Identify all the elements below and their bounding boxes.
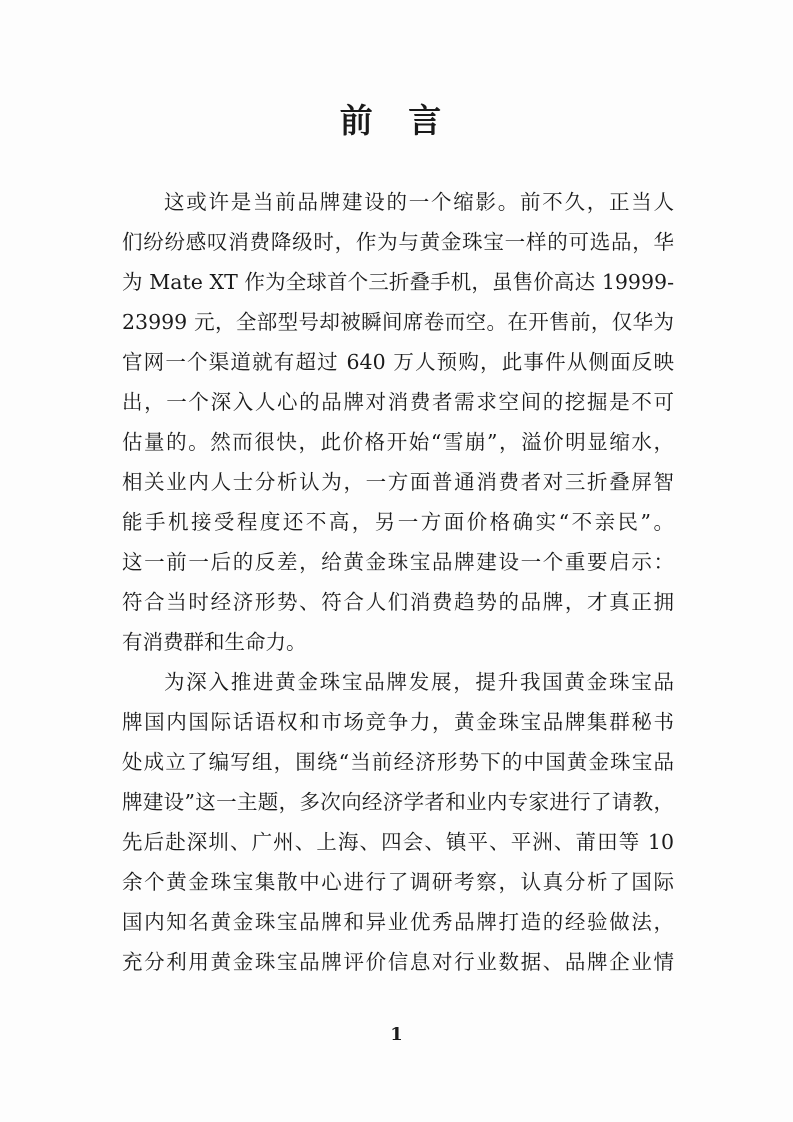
paragraph-line: 这或许是当前品牌建设的一个缩影。前不久，正当人 xyxy=(164,190,674,214)
page-title: 前 言 xyxy=(339,101,454,140)
paragraph-line: 为深入推进黄金珠宝品牌发展，提升我国黄金珠宝品 xyxy=(164,670,674,694)
paragraph-line: 有消费群和生命力。 xyxy=(122,630,307,654)
paragraph-line: 牌国内国际话语权和市场竞争力，黄金珠宝品牌集群秘书 xyxy=(122,710,674,734)
paragraph-line: 官网一个渠道就有超过 640 万人预购，此事件从侧面反映 xyxy=(122,350,674,374)
paragraph-line: 出，一个深入人心的品牌对消费者需求空间的挖掘是不可 xyxy=(122,390,674,414)
paragraph-line: 处成立了编写组，围绕“当前经济形势下的中国黄金珠宝品 xyxy=(122,750,674,774)
paragraph-line: 23999 元，全部型号却被瞬间席卷而空。在开售前，仅华为 xyxy=(122,310,674,334)
paragraph-line: 这一前一后的反差，给黄金珠宝品牌建设一个重要启示： xyxy=(122,550,674,574)
paragraph-line: 能手机接受程度还不高，另一方面价格确实“不亲民”。 xyxy=(122,510,674,534)
paragraph-line: 充分利用黄金珠宝品牌评价信息对行业数据、品牌企业情 xyxy=(122,950,674,974)
paragraph-line: 国内知名黄金珠宝品牌和异业优秀品牌打造的经验做法， xyxy=(122,910,674,934)
paragraph-line: 先后赴深圳、广州、上海、四会、镇平、平洲、莆田等 10 xyxy=(122,830,674,854)
paragraph-line: 余个黄金珠宝集散中心进行了调研考察，认真分析了国际 xyxy=(122,870,674,894)
paragraph-line: 估量的。然而很快，此价格开始“雪崩”，溢价明显缩水， xyxy=(122,430,674,454)
paragraph-line: 牌建设”这一主题，多次向经济学者和业内专家进行了请教， xyxy=(122,790,674,814)
page-number: 1 xyxy=(390,1024,403,1045)
paragraph-line: 符合当时经济形势、符合人们消费趋势的品牌，才真正拥 xyxy=(122,590,674,614)
paragraph-line: 相关业内人士分析认为，一方面普通消费者对三折叠屏智 xyxy=(122,470,674,494)
paragraph-line: 们纷纷感叹消费降级时，作为与黄金珠宝一样的可选品，华 xyxy=(122,230,674,254)
paragraph-line: 为 Mate XT 作为全球首个三折叠手机，虽售价高达 19999- xyxy=(122,270,674,294)
